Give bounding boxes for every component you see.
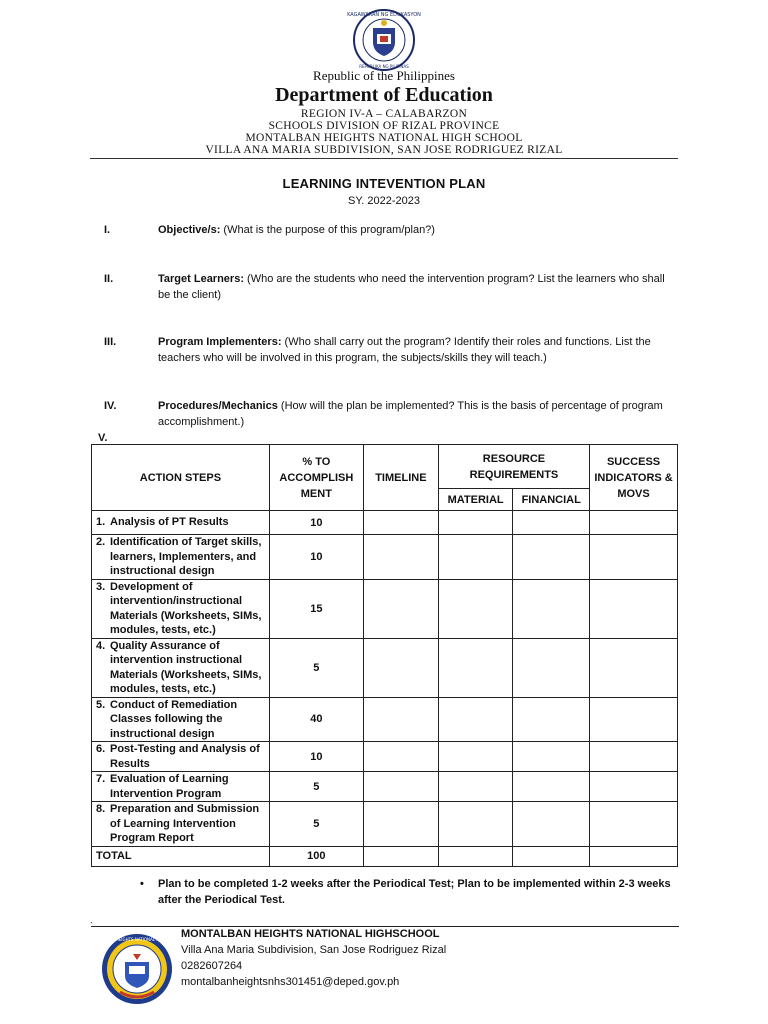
percent-cell: 5 xyxy=(269,802,363,847)
table-header-row xyxy=(92,445,678,489)
header-percent-to-accomplish: % TO ACCOMPLISH MENT xyxy=(269,445,363,511)
action-step-cell xyxy=(92,802,270,847)
action-step-cell xyxy=(92,772,270,802)
note-text: Plan to be completed 1-2 weeks after the Periodical Test; Plan to be implemented within 2-3 weeks after the Periodical Test. xyxy=(158,878,671,906)
financial-cell xyxy=(513,579,590,638)
footer-school-name: MONTALBAN HEIGHTS NATIONAL HIGHSCHOOL xyxy=(181,928,440,940)
material-cell xyxy=(438,535,512,580)
table-row xyxy=(92,772,678,802)
material-cell xyxy=(438,697,512,742)
material-cell xyxy=(438,802,512,847)
material-cell xyxy=(438,638,512,697)
svg-text:REPUBLIKA NG PILIPINAS: REPUBLIKA NG PILIPINAS xyxy=(359,64,409,69)
table-row xyxy=(92,579,678,638)
region-line: REGION IV-A – CALABARZON xyxy=(300,108,468,120)
table-body xyxy=(92,511,678,867)
school-year: SY. 2022-2023 xyxy=(348,195,420,207)
bullet: • xyxy=(140,878,144,890)
school-line: MONTALBAN HEIGHTS NATIONAL HIGH SCHOOL xyxy=(245,132,523,144)
material-cell xyxy=(438,511,512,535)
action-step-cell xyxy=(92,511,270,535)
financial-cell xyxy=(513,697,590,742)
material-cell xyxy=(438,846,512,866)
material-cell xyxy=(438,772,512,802)
step-number: 7. xyxy=(96,773,106,785)
step-number: 3. xyxy=(96,580,106,593)
step-number: 6. xyxy=(96,743,106,755)
success-indicator-cell xyxy=(590,638,678,697)
header-financial: FINANCIAL xyxy=(513,489,590,511)
header-material: MATERIAL xyxy=(438,489,512,511)
header-resource-requirements: RESOURCE REQUIREMENTS xyxy=(438,445,589,489)
section-number: V. xyxy=(98,432,108,444)
school-logo xyxy=(89,932,185,1006)
step-number: 1. xyxy=(96,516,106,529)
action-plan-table xyxy=(91,444,678,867)
footer-tick-mark: ` xyxy=(90,921,93,931)
action-step-cell xyxy=(92,742,270,772)
completion-note xyxy=(140,876,683,908)
section-number: II. xyxy=(104,273,114,285)
step-number: 4. xyxy=(96,639,106,652)
step-text: Preparation and Submission of Learning Intervention Program Report xyxy=(110,803,260,844)
section-procedures: Procedures/Mechanics (How will the plan be implemented? This is the basis of percentage of program accomplishment.) xyxy=(158,400,663,428)
step-number: 2. xyxy=(96,536,106,548)
success-indicator-cell xyxy=(590,697,678,742)
step-text: Analysis of PT Results xyxy=(110,516,229,529)
total-label: TOTAL xyxy=(92,846,270,866)
action-step-cell xyxy=(92,697,270,742)
percent-cell: 15 xyxy=(269,579,363,638)
footer-phone: 0282607264 xyxy=(181,960,243,972)
timeline-cell xyxy=(363,511,438,535)
header-success-indicators: SUCCESS INDICATORS & MOVS xyxy=(590,445,678,511)
financial-cell xyxy=(513,742,590,772)
step-number: 8. xyxy=(96,803,106,815)
action-step-cell xyxy=(92,579,270,638)
total-value: 100 xyxy=(269,846,363,866)
republic-heading: Republic of the Philippines xyxy=(313,68,455,83)
financial-cell xyxy=(513,846,590,866)
header-timeline: TIMELINE xyxy=(363,445,438,511)
material-cell xyxy=(438,579,512,638)
step-text: Evaluation of Learning Intervention Program xyxy=(110,773,229,800)
timeline-cell xyxy=(363,697,438,742)
section-number: III. xyxy=(104,336,117,348)
success-indicator-cell xyxy=(590,535,678,580)
timeline-cell xyxy=(363,579,438,638)
timeline-cell xyxy=(363,846,438,866)
total-row xyxy=(92,846,678,866)
footer-address: Villa Ana Maria Subdivision, San Jose Rodriguez Rizal xyxy=(181,944,447,956)
success-indicator-cell xyxy=(590,579,678,638)
step-text: Development of intervention/instructional Materials (Worksheets, SIMs, modules, tests, etc.) xyxy=(110,580,262,636)
timeline-cell xyxy=(363,772,438,802)
step-number: 5. xyxy=(96,698,106,711)
department-heading: Department of Education xyxy=(275,84,493,106)
section-target-learners: Target Learners: (Who are the students who need the intervention program? List the learners who shall be the client) xyxy=(158,273,665,301)
timeline-cell xyxy=(363,535,438,580)
step-text: Post-Testing and Analysis of Results xyxy=(110,743,260,770)
table-row xyxy=(92,742,678,772)
action-step-cell xyxy=(92,638,270,697)
percent-cell: 5 xyxy=(269,638,363,697)
address-line: VILLA ANA MARIA SUBDIVISION, SAN JOSE RODRIGUEZ RIZAL xyxy=(205,144,563,156)
section-program-implementers: Program Implementers: (Who shall carry out the program? Identify their roles and functions. List the teachers who will be involved in this program, the subjects/skills they will teach.) xyxy=(158,336,651,364)
deped-seal-logo xyxy=(347,8,421,72)
success-indicator-cell xyxy=(590,742,678,772)
document-title: LEARNING INTEVENTION PLAN xyxy=(282,176,486,191)
table-row xyxy=(92,697,678,742)
section-number: IV. xyxy=(104,400,117,412)
svg-text:KAGAWARAN NG EDUKASYON: KAGAWARAN NG EDUKASYON xyxy=(347,12,421,18)
header-action-steps: ACTION STEPS xyxy=(92,445,270,511)
table-row xyxy=(92,638,678,697)
step-text: Conduct of Remediation Classes following the instructional design xyxy=(110,698,238,740)
step-text: Quality Assurance of intervention instructional Materials (Worksheets, SIMs, modules, tests, etc.) xyxy=(110,639,262,695)
table-row xyxy=(92,535,678,580)
header-divider xyxy=(90,158,678,159)
percent-cell: 10 xyxy=(269,535,363,580)
financial-cell xyxy=(513,511,590,535)
table-row xyxy=(92,802,678,847)
svg-text:MONTALBAN HEIGHTS NATIONAL HIG: MONTALBAN HEIGHTS NATIONAL HIGH SCHOOL xyxy=(89,937,185,942)
success-indicator-cell xyxy=(590,802,678,847)
division-line: SCHOOLS DIVISION OF RIZAL PROVINCE xyxy=(268,120,500,132)
financial-cell xyxy=(513,802,590,847)
timeline-cell xyxy=(363,638,438,697)
footer-email: montalbanheightsnhs301451@deped.gov.ph xyxy=(181,976,400,988)
section-objectives: Objective/s: (What is the purpose of this program/plan?) xyxy=(158,224,435,236)
success-indicator-cell xyxy=(590,772,678,802)
financial-cell xyxy=(513,535,590,580)
action-step-cell xyxy=(92,535,270,580)
success-indicator-cell xyxy=(590,846,678,866)
percent-cell: 5 xyxy=(269,772,363,802)
financial-cell xyxy=(513,638,590,697)
percent-cell: 40 xyxy=(269,697,363,742)
timeline-cell xyxy=(363,802,438,847)
material-cell xyxy=(438,742,512,772)
step-text: Identification of Target skills, learners, Implementers, and instructional design xyxy=(110,536,262,577)
footer-contact xyxy=(181,926,446,990)
timeline-cell xyxy=(363,742,438,772)
table-row xyxy=(92,511,678,535)
section-number: I. xyxy=(104,224,111,236)
percent-cell: 10 xyxy=(269,511,363,535)
percent-cell: 10 xyxy=(269,742,363,772)
success-indicator-cell xyxy=(590,511,678,535)
financial-cell xyxy=(513,772,590,802)
